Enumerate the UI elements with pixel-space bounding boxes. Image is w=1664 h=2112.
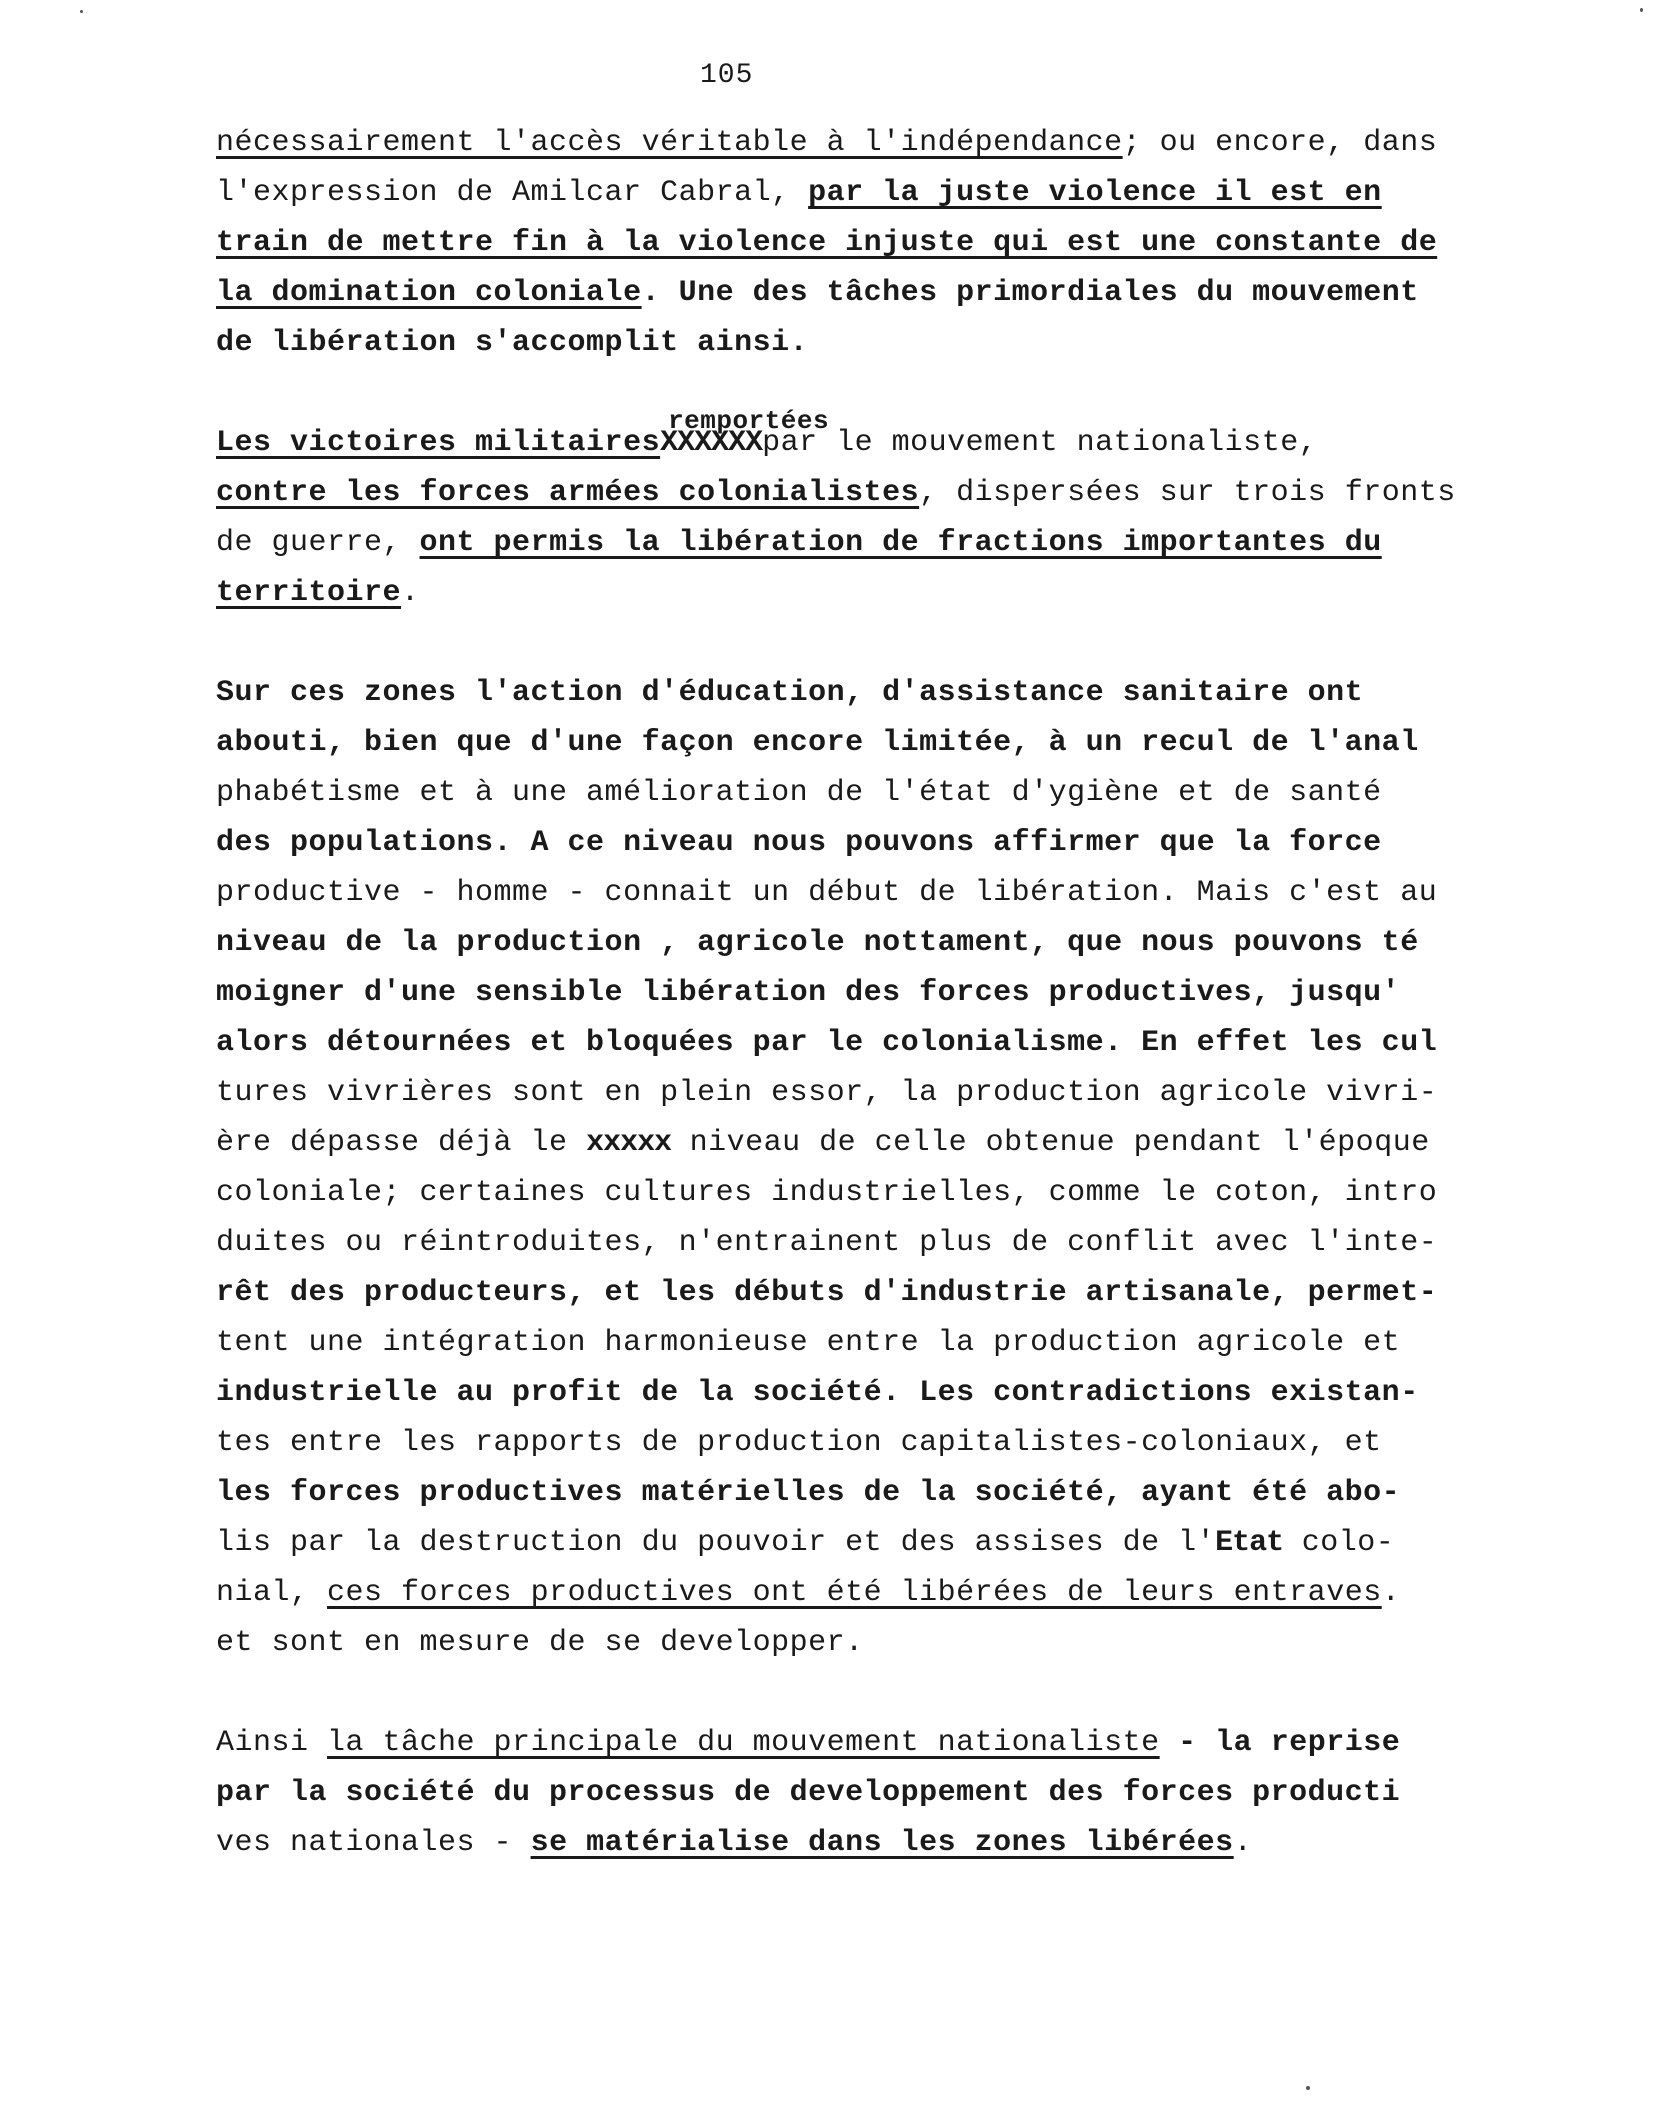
- text-line: niveau de la production , agricole nottament, que nous pouvons té: [216, 926, 1419, 960]
- underlined-text: Les victoires militaires: [216, 426, 661, 460]
- text-line: [216, 268, 1576, 318]
- text-line: abouti, bien que d'une façon encore limitée, à un recul de l'anal: [216, 726, 1419, 760]
- text-line: tures vivrières sont en plein essor, la production agricole vivri-: [216, 1076, 1438, 1110]
- text-line: industrielle au profit de la société. Les contradictions existan-: [216, 1376, 1419, 1410]
- underlined-text: train de mettre fin à la violence injuste qui est une constante de: [216, 226, 1438, 260]
- text-line: productive - homme - connait un début de libération. Mais c'est au: [216, 876, 1438, 910]
- text-line: tes entre les rapports de production capitalistes-coloniaux, et: [216, 1426, 1382, 1460]
- text-line: [216, 406, 1576, 468]
- text-run: de guerre,: [216, 526, 420, 560]
- text-run: nial,: [216, 1576, 328, 1610]
- text-line: duites ou réintroduites, n'entrainent plus de conflit avec l'inte-: [216, 1226, 1438, 1260]
- text-line: des populations. A ce niveau nous pouvons affirmer que la force: [216, 826, 1382, 860]
- paragraph-1: [216, 118, 1576, 368]
- underlined-text: se matérialise dans les zones libérées: [530, 1826, 1234, 1860]
- text-run: , dispersées sur trois fronts: [919, 476, 1456, 510]
- text-run: par le mouvement nationaliste,: [762, 426, 1318, 460]
- text-run: .: [401, 576, 420, 610]
- paragraph-2: [216, 406, 1576, 618]
- handwritten-correction: [660, 406, 830, 468]
- text-run: - la reprise: [1159, 1726, 1401, 1760]
- underlined-text: nécessairement l'accès véritable à l'indépendance: [216, 126, 1123, 160]
- underlined-text: contre les forces armées colonialistes: [216, 476, 920, 510]
- text-line: [216, 118, 1576, 168]
- underlined-text: territoire: [216, 576, 402, 610]
- paragraph-3: [216, 668, 1576, 1668]
- text-line: [216, 1818, 1576, 1868]
- text-line: [216, 168, 1576, 218]
- text-line: et sont en mesure de se developper.: [216, 1626, 864, 1660]
- text-run: l'expression de Amilcar Cabral,: [216, 176, 809, 210]
- text-run: niveau de celle obtenue pendant l'époque: [671, 1126, 1430, 1160]
- scan-speck: [1306, 2086, 1310, 2090]
- underlined-text: par la juste violence il est en: [808, 176, 1382, 210]
- text-run: ; ou encore, dans: [1122, 126, 1438, 160]
- text-run: de libération s'accomplit ainsi.: [216, 326, 809, 360]
- paragraph-4: [216, 1718, 1576, 1868]
- text-line: les forces productives matérielles de la société, ayant été abo-: [216, 1476, 1401, 1510]
- text-line: phabétisme et à une amélioration de l'état d'ygiène et de santé: [216, 776, 1382, 810]
- crossed-out-word: XXXXXX: [660, 426, 763, 460]
- scan-speck: [80, 10, 83, 13]
- text-run: .: [1381, 1576, 1401, 1610]
- text-line: [216, 568, 1576, 618]
- text-line: rêt des producteurs, et les débuts d'industrie artisanale, permet-: [216, 1276, 1438, 1310]
- text-line: [216, 518, 1576, 568]
- text-line: [216, 468, 1576, 518]
- text-line: tent une intégration harmonieuse entre la production agricole et: [216, 1326, 1401, 1360]
- text-run: ère dépasse déjà le: [216, 1126, 587, 1160]
- text-line: [216, 1118, 1576, 1168]
- text-line: alors détournées et bloquées par le colonialisme. En effet les cul: [216, 1026, 1438, 1060]
- text-line: [216, 1518, 1576, 1568]
- text-run: .: [1233, 1826, 1253, 1860]
- crossed-out-word: Etat: [1215, 1526, 1284, 1560]
- text-run: Ainsi: [216, 1726, 328, 1760]
- text-line: [216, 1718, 1576, 1768]
- inserted-word: remportées: [668, 406, 830, 436]
- text-line: [216, 218, 1576, 268]
- underlined-text: ont permis la libération de fractions importantes du: [419, 526, 1382, 560]
- text-line: moigner d'une sensible libération des forces productives, jusqu': [216, 976, 1401, 1010]
- text-run: colo-: [1283, 1526, 1395, 1560]
- crossed-out-word: xxxxx: [586, 1126, 672, 1160]
- text-line: coloniale; certaines cultures industrielles, comme le coton, intro: [216, 1176, 1438, 1210]
- underlined-text: la tâche principale du mouvement nationaliste: [327, 1726, 1160, 1760]
- underlined-text: la domination coloniale: [216, 276, 642, 310]
- text-run: ves nationales -: [216, 1826, 531, 1860]
- scan-speck: [1640, 8, 1643, 12]
- text-run: lis par la destruction du pouvoir et des assises de l': [216, 1526, 1216, 1560]
- text-line: Sur ces zones l'action d'éducation, d'assistance sanitaire ont: [216, 676, 1364, 710]
- page-number: 105: [700, 60, 754, 91]
- text-run: . Une des tâches primordiales du mouvement: [641, 276, 1419, 310]
- underlined-text: ces forces productives ont été libérées de leurs entraves: [327, 1576, 1382, 1610]
- text-line: [216, 1568, 1576, 1618]
- text-line: [216, 318, 1576, 368]
- text-line: par la société du processus de developpement des forces producti: [216, 1776, 1401, 1810]
